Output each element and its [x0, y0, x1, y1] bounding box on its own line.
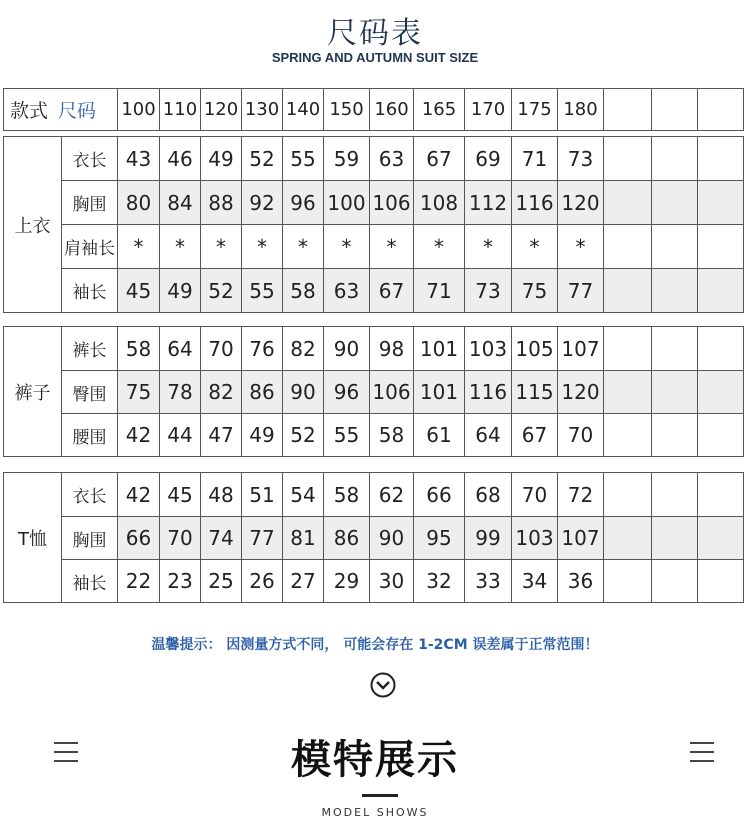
measure-label-cell: 袖长 — [62, 560, 118, 603]
empty-cell — [698, 327, 744, 371]
size-value-cell: * — [370, 225, 414, 269]
size-group-table-pants — [3, 326, 744, 457]
size-value-cell: 70 — [160, 517, 201, 560]
size-value-cell: 54 — [283, 473, 324, 517]
size-value-cell: 105 — [512, 327, 558, 371]
size-value-cell: 103 — [465, 327, 512, 371]
measure-label-cell: 胸围 — [62, 181, 118, 225]
size-value-cell: 120 — [558, 371, 604, 414]
empty-cell — [652, 225, 698, 269]
model-section-subtitle: MODEL SHOWS — [321, 806, 429, 819]
size-value-cell: 106 — [370, 181, 414, 225]
empty-cell — [652, 414, 698, 457]
empty-cell — [698, 181, 744, 225]
size-value-cell: 52 — [242, 137, 283, 181]
table-row — [4, 371, 744, 414]
header-size-140: 140 — [283, 89, 324, 131]
size-value-cell: * — [414, 225, 465, 269]
header-style-label: 款式 — [10, 100, 49, 122]
header-style-size-cell — [4, 89, 118, 131]
empty-cell — [698, 137, 744, 181]
empty-cell — [604, 181, 652, 225]
header-size-180: 180 — [558, 89, 604, 131]
size-value-cell: 99 — [465, 517, 512, 560]
empty-cell — [604, 371, 652, 414]
group-name-cell: 裤子 — [4, 327, 62, 457]
measure-label-cell: 肩袖长 — [62, 225, 118, 269]
size-value-cell: 96 — [283, 181, 324, 225]
page-title: 尺码表 — [327, 16, 423, 51]
empty-cell — [698, 560, 744, 603]
size-value-cell: 58 — [283, 269, 324, 313]
empty-cell — [652, 269, 698, 313]
empty-cell — [604, 473, 652, 517]
size-value-cell: 49 — [160, 269, 201, 313]
size-value-cell: * — [558, 225, 604, 269]
empty-cell — [604, 225, 652, 269]
size-value-cell: 77 — [558, 269, 604, 313]
empty-cell — [604, 137, 652, 181]
size-value-cell: 106 — [370, 371, 414, 414]
size-value-cell: * — [242, 225, 283, 269]
empty-cell — [698, 269, 744, 313]
size-group-table-top — [3, 136, 744, 313]
empty-cell — [604, 517, 652, 560]
size-value-cell: 82 — [283, 327, 324, 371]
size-value-cell: 116 — [512, 181, 558, 225]
header-size-100: 100 — [118, 89, 160, 131]
group-name-cell: T恤 — [4, 473, 62, 603]
size-value-cell: 25 — [201, 560, 242, 603]
size-value-cell: 58 — [370, 414, 414, 457]
size-value-cell: 23 — [160, 560, 201, 603]
page-subtitle: SPRING AND AUTUMN SUIT SIZE — [271, 50, 479, 65]
table-row — [4, 269, 744, 313]
empty-cell — [604, 414, 652, 457]
size-value-cell: * — [201, 225, 242, 269]
size-value-cell: 107 — [558, 517, 604, 560]
size-value-cell: 29 — [324, 560, 370, 603]
empty-cell — [604, 269, 652, 313]
size-value-cell: 66 — [414, 473, 465, 517]
size-value-cell: 96 — [324, 371, 370, 414]
size-value-cell: 61 — [414, 414, 465, 457]
empty-cell — [698, 414, 744, 457]
table-row — [4, 560, 744, 603]
size-value-cell: 120 — [558, 181, 604, 225]
group-name-cell: 上衣 — [4, 137, 62, 313]
measure-label-cell: 胸围 — [62, 517, 118, 560]
size-value-cell: 107 — [558, 327, 604, 371]
size-value-cell: 95 — [414, 517, 465, 560]
size-value-cell: 45 — [160, 473, 201, 517]
size-value-cell: 72 — [558, 473, 604, 517]
size-value-cell: * — [512, 225, 558, 269]
header-size-120: 120 — [201, 89, 242, 131]
measure-label-cell: 臀围 — [62, 371, 118, 414]
model-section-title: 模特展示 — [291, 737, 459, 783]
size-value-cell: 90 — [324, 327, 370, 371]
size-value-cell: 52 — [283, 414, 324, 457]
size-value-cell: 80 — [118, 181, 160, 225]
table-row — [4, 181, 744, 225]
table-row — [4, 473, 744, 517]
size-group-table-tshirt — [3, 472, 744, 603]
size-value-cell: 74 — [201, 517, 242, 560]
size-value-cell: 36 — [558, 560, 604, 603]
size-value-cell: 90 — [283, 371, 324, 414]
empty-cell — [604, 327, 652, 371]
size-value-cell: 67 — [512, 414, 558, 457]
circle-chevron-down-icon — [370, 672, 396, 698]
size-value-cell: 44 — [160, 414, 201, 457]
size-value-cell: 101 — [414, 327, 465, 371]
size-value-cell: 88 — [201, 181, 242, 225]
size-value-cell: 64 — [465, 414, 512, 457]
header-size-150: 150 — [324, 89, 370, 131]
size-value-cell: 34 — [512, 560, 558, 603]
size-value-cell: 58 — [118, 327, 160, 371]
size-value-cell: 92 — [242, 181, 283, 225]
size-value-cell: 55 — [324, 414, 370, 457]
empty-cell — [604, 560, 652, 603]
size-value-cell: * — [160, 225, 201, 269]
header-size-170: 170 — [465, 89, 512, 131]
size-value-cell: 90 — [370, 517, 414, 560]
size-value-cell: 77 — [242, 517, 283, 560]
header-size-160: 160 — [370, 89, 414, 131]
measure-label-cell: 袖长 — [62, 269, 118, 313]
measure-label-cell: 衣长 — [62, 473, 118, 517]
header-empty-cell — [698, 89, 744, 131]
header-size-130: 130 — [242, 89, 283, 131]
table-row — [4, 225, 744, 269]
size-value-cell: * — [283, 225, 324, 269]
size-value-cell: 66 — [118, 517, 160, 560]
size-value-cell: 51 — [242, 473, 283, 517]
header-size-175: 175 — [512, 89, 558, 131]
size-value-cell: 103 — [512, 517, 558, 560]
size-value-cell: 112 — [465, 181, 512, 225]
size-value-cell: 68 — [465, 473, 512, 517]
size-value-cell: * — [118, 225, 160, 269]
size-value-cell: 108 — [414, 181, 465, 225]
size-value-cell: 67 — [370, 269, 414, 313]
empty-cell — [652, 560, 698, 603]
size-value-cell: 70 — [558, 414, 604, 457]
size-value-cell: 116 — [465, 371, 512, 414]
size-value-cell: 33 — [465, 560, 512, 603]
table-row — [4, 327, 744, 371]
size-value-cell: 64 — [160, 327, 201, 371]
size-value-cell: 71 — [512, 137, 558, 181]
measure-label-cell: 衣长 — [62, 137, 118, 181]
size-value-cell: 101 — [414, 371, 465, 414]
empty-cell — [652, 181, 698, 225]
size-value-cell: 22 — [118, 560, 160, 603]
size-value-cell: * — [324, 225, 370, 269]
size-value-cell: 62 — [370, 473, 414, 517]
empty-cell — [652, 327, 698, 371]
size-value-cell: 42 — [118, 473, 160, 517]
size-value-cell: 98 — [370, 327, 414, 371]
size-value-cell: 43 — [118, 137, 160, 181]
measure-label-cell: 裤长 — [62, 327, 118, 371]
empty-cell — [698, 517, 744, 560]
size-value-cell: 67 — [414, 137, 465, 181]
size-value-cell: 49 — [201, 137, 242, 181]
size-value-cell: 70 — [201, 327, 242, 371]
size-value-cell: 27 — [283, 560, 324, 603]
empty-cell — [698, 371, 744, 414]
header-size-165: 165 — [414, 89, 465, 131]
size-value-cell: 115 — [512, 371, 558, 414]
size-value-cell: 45 — [118, 269, 160, 313]
size-value-cell: 84 — [160, 181, 201, 225]
size-value-cell: 100 — [324, 181, 370, 225]
header-size-label: 尺码 — [58, 100, 97, 122]
size-value-cell: 55 — [283, 137, 324, 181]
size-value-cell: * — [465, 225, 512, 269]
size-value-cell: 81 — [283, 517, 324, 560]
size-value-cell: 58 — [324, 473, 370, 517]
size-value-cell: 69 — [465, 137, 512, 181]
table-row — [4, 137, 744, 181]
empty-cell — [652, 137, 698, 181]
empty-cell — [698, 225, 744, 269]
size-value-cell: 63 — [324, 269, 370, 313]
size-value-cell: 48 — [201, 473, 242, 517]
size-value-cell: 42 — [118, 414, 160, 457]
size-value-cell: 59 — [324, 137, 370, 181]
size-header-row — [4, 89, 744, 131]
empty-cell — [652, 517, 698, 560]
size-value-cell: 32 — [414, 560, 465, 603]
size-value-cell: 30 — [370, 560, 414, 603]
measure-label-cell: 腰围 — [62, 414, 118, 457]
size-value-cell: 76 — [242, 327, 283, 371]
size-value-cell: 63 — [370, 137, 414, 181]
size-value-cell: 73 — [465, 269, 512, 313]
table-row — [4, 414, 744, 457]
size-value-cell: 49 — [242, 414, 283, 457]
header-empty-cell — [604, 89, 652, 131]
table-row — [4, 517, 744, 560]
model-title-divider — [362, 794, 398, 797]
size-value-cell: 71 — [414, 269, 465, 313]
size-value-cell: 47 — [201, 414, 242, 457]
size-value-cell: 86 — [324, 517, 370, 560]
size-value-cell: 75 — [118, 371, 160, 414]
size-value-cell: 46 — [160, 137, 201, 181]
empty-cell — [698, 473, 744, 517]
size-header-table — [3, 88, 744, 131]
empty-cell — [652, 473, 698, 517]
size-value-cell: 73 — [558, 137, 604, 181]
header-empty-cell — [652, 89, 698, 131]
empty-cell — [652, 371, 698, 414]
measurement-tip: 温馨提示： 因测量方式不同， 可能会存在 1-2CM 误差属于正常范围！ — [151, 637, 599, 653]
size-value-cell: 86 — [242, 371, 283, 414]
size-value-cell: 78 — [160, 371, 201, 414]
size-value-cell: 52 — [201, 269, 242, 313]
size-value-cell: 26 — [242, 560, 283, 603]
size-value-cell: 70 — [512, 473, 558, 517]
size-value-cell: 75 — [512, 269, 558, 313]
size-value-cell: 82 — [201, 371, 242, 414]
size-value-cell: 55 — [242, 269, 283, 313]
header-size-110: 110 — [160, 89, 201, 131]
